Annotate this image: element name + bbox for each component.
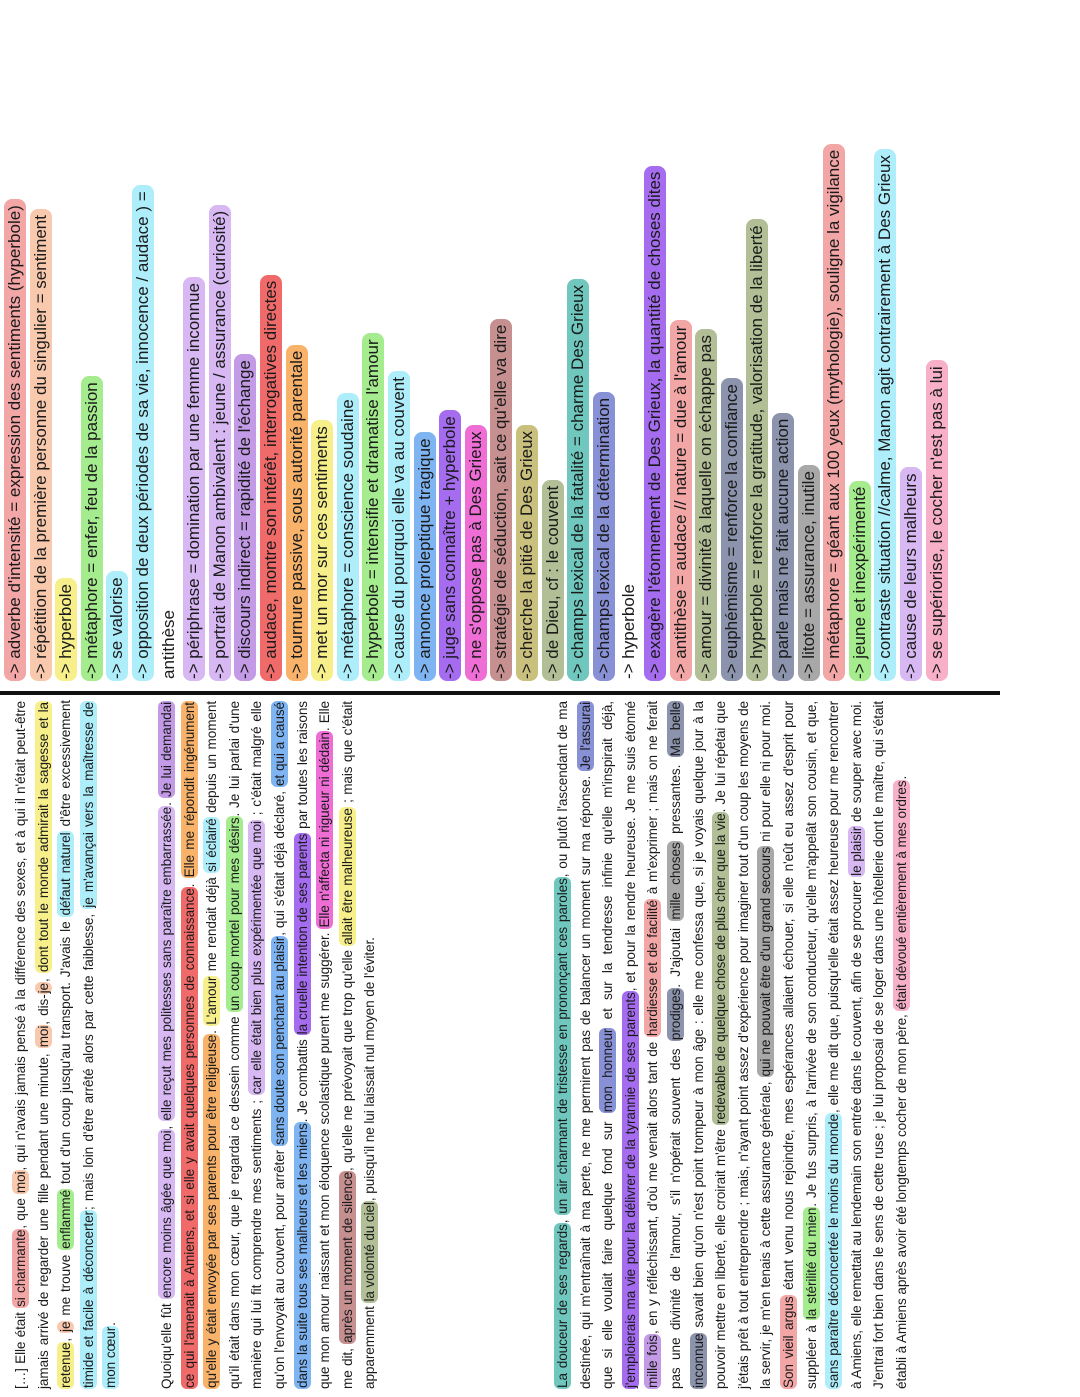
annotation-note: -> discours indirect = rapidité de l'échange	[234, 354, 256, 681]
text-run: , que	[13, 1194, 28, 1229]
text-run: .	[103, 1322, 119, 1326]
highlighted-phrase: défaut naturel	[58, 832, 74, 916]
annotation-note: -> jeune et inexpérimenté	[849, 481, 871, 681]
highlighted-phrase: après un moment de silence	[339, 1171, 355, 1343]
highlighted-phrase: allait être malheureuse	[339, 808, 355, 945]
column-divider	[0, 691, 1000, 695]
text-run: . Elle me dit,	[317, 701, 355, 1389]
highlighted-phrase: ce qui l'amenait à Amiens, et si elle y avait quelques personnes de connaissance	[181, 888, 197, 1388]
annotation-note: -> hyperbole	[55, 578, 77, 681]
text-run: .	[181, 878, 197, 888]
highlighted-phrase: la cruelle intention de ses parents	[294, 833, 310, 1035]
annotation-note: -> de Dieu, cf : le couvent	[542, 480, 564, 681]
paragraph-1	[10, 701, 123, 1389]
highlighted-phrase: et qui a causé dans la suite tous ses malheurs et les miens	[271, 702, 310, 1388]
text-run: , puisqu'il ne lui laissait nul moyen de l'éviter.	[362, 937, 378, 1202]
annotation-note: -> audace, montre son intérêt, interrogatives directes	[260, 275, 282, 681]
text-run: .	[159, 797, 174, 806]
annotation-note: -> tournure passive, sous autorité parentale	[286, 345, 308, 681]
annotation-note: -> métaphore = conscience soudaine	[337, 393, 359, 681]
text-run: étant venu nous rejoindre, mes espérances allaient échouer, si elle n'eût eu assez d'esprit pour suppléer à	[780, 701, 819, 1389]
highlighted-phrase: la stérilité du mien	[803, 1207, 819, 1320]
text-run: ,	[35, 973, 51, 982]
annotation-note: -> hyperbole = intensifie et dramatise l'amour	[362, 333, 384, 681]
text-run: me trouve	[58, 1249, 74, 1321]
annotation-note: -> exagère l'étonnement de Des Grieux, la quantité de choses dites	[644, 166, 666, 681]
highlighted-phrase: Elle n'affecta ni rigueur ni dédain	[317, 732, 333, 928]
annotation-note: -> cause du pourquoi elle va au couvent	[388, 371, 410, 681]
annotation-note: -> hyperbole	[619, 584, 639, 679]
highlighted-phrase: mon honneur	[600, 1028, 616, 1113]
highlighted-phrase: La douceur de ses regards	[555, 1224, 570, 1388]
highlighted-phrase: car elle était bien plus expérimentée que moi	[249, 821, 265, 1095]
highlighted-phrase: sans paraître déconcertée le moins du monde	[826, 1114, 842, 1388]
text-run: , qui n'avais jamais pensé à la différence des sexes, et à qui il n'était peut-être jamais arrivé de regarder une fille pendant une minute,	[13, 701, 51, 1389]
text-run: , dis-	[35, 994, 51, 1025]
annotation-note: -> cause de leurs malheurs	[900, 467, 922, 681]
text-run: ni pour elle ni pour moi.	[758, 701, 774, 846]
annotation-note: -> périphrase = domination par une femme inconnue	[183, 277, 205, 681]
annotation-note: -> se valorise	[106, 571, 128, 681]
text-run: . Je fus surpris, à l'arrivée de son conducteur, qu'elle m'appelât son cousin, et que,	[803, 701, 819, 1207]
text-run: ; c'était malgré elle qu'on l'envoyait au couvent, pour arrêter	[249, 701, 287, 1389]
highlighted-phrase: mille choses	[667, 842, 683, 920]
highlighted-phrase: elle reçut mes politesses sans paraître embarrassée	[159, 806, 174, 1121]
text-run: me rendait déjà	[204, 872, 220, 976]
text-run: , qu'elle ne prévoyait que trop qu'elle	[339, 945, 355, 1171]
annotation-note: -> métaphore = enfer, feu de la passion	[81, 376, 103, 681]
annotation-note: -> répétition de la première personne du singulier = sentiment	[30, 209, 52, 681]
annotation-note: antithèse	[158, 610, 178, 679]
text-run: , en y réfléchissant, d'où me venait alors tant de	[645, 1037, 661, 1335]
annotation-note: -> juge sans connaître + hyperbole	[439, 410, 461, 681]
annotation-note: -> hyperbole = renforce la gratitude, valorisation de la liberté	[746, 219, 768, 681]
highlighted-phrase: je m'avançai vers la maîtresse de mon cœur	[80, 701, 119, 1388]
paragraph-2	[156, 701, 382, 1389]
text-run: .	[893, 775, 909, 780]
highlighted-phrase: la volonté du ciel	[362, 1202, 378, 1302]
highlighted-phrase: je	[58, 1321, 74, 1332]
highlighted-phrase: si charmante	[13, 1229, 28, 1307]
annotation-note: -> métaphore = géant aux 100 yeux (mythologie), souligne la vigilance	[823, 144, 845, 681]
annotation-note: -> portrait de Manon ambivalent : jeune / assurance (curiosité)	[209, 205, 231, 681]
highlighted-phrase: un coup mortel pour mes désirs	[226, 817, 242, 1011]
annotation-note: -> antithèse = audace // nature = due à l'amour	[670, 320, 692, 681]
annotation-note: -> opposition de deux périodes de sa vie, innocence / audace ) =	[132, 185, 154, 681]
text-run: pressantes.	[667, 757, 683, 842]
highlighted-phrase: j'emploierais ma vie pour la délivrer de la tyrannie de ses parents	[622, 992, 638, 1388]
text-run: que si elle voulait faire quelque fond sur	[600, 1113, 616, 1389]
highlighted-phrase: enflammé	[58, 1189, 74, 1249]
text-run: , elle me dit que, puisqu'elle était assez heureuse pour me rencontrer à Amiens, elle remettait au lendemain son entrée dans le couvent, afin de se procurer	[826, 701, 864, 1389]
highlighted-phrase: je	[35, 982, 51, 994]
text-run: depuis un moment qu'il était dans mon cœur, que je regardai ce dessein comme	[204, 700, 242, 1389]
highlighted-phrase: qui ne pouvait être d'un grand secours	[758, 846, 774, 1077]
annotation-note: -> parle mais ne fait aucune action	[772, 413, 794, 681]
annotation-note: -> euphémisme = renforce la confiance	[721, 378, 743, 681]
text-run: tout d'un coup jusqu'au transport. J'avais le	[58, 916, 74, 1189]
text-run: savait bien qu'on n'est point trompeur à mon âge : elle me confessa que, si je voyais quelque jour à la pouvoir mettre en liberté, elle croirait m'être	[690, 701, 729, 1389]
highlighted-phrase: prodiges	[667, 988, 683, 1041]
annotation-note: -> champs lexical de la fatalité = charme Des Grieux	[567, 279, 589, 681]
highlighted-phrase: hardiesse et de facilité	[645, 899, 661, 1037]
highlighted-phrase: le plaisir	[848, 826, 864, 876]
text-run: , qui s'était déjà déclaré,	[271, 787, 287, 936]
highlighted-phrase: Elle me répondit ingénument qu'elle y était envoyée par ses parents pour être religieuse	[181, 702, 220, 1388]
highlighted-phrase: L'amour	[204, 976, 220, 1025]
highlighted-phrase: était dévoué entièrement à mes ordres	[893, 780, 909, 1010]
annotation-note: -> contraste situation //calme, Manon agit contrairement à Des Grieux	[874, 149, 896, 681]
annotation-note: -> amour = divinité à laquelle on échappe pas	[695, 329, 717, 681]
text-run: ; mais que c'était apparemment	[339, 701, 378, 1389]
highlighted-phrase: encore moins âgée que moi	[159, 1130, 174, 1299]
text-run: . Je lui parlai d'une manière qui lui fit comprendre mes sentiments ;	[226, 701, 265, 1389]
annotation-note: -> stratégie de séduction, sait ce qu'elle va dire	[490, 319, 512, 681]
text-run: . Je combattis	[294, 1035, 310, 1123]
text-run: . Je lui répétai que j'étais prêt à tout entreprendre ; mais, n'ayant point assez d'expérience pour imaginer tout d'un coup les moyens de la servir, je m'en tenais à cette assurance générale,	[713, 701, 774, 1389]
highlighted-phrase: Je l'assurai	[577, 702, 593, 770]
text-run: […] Elle était	[13, 1307, 28, 1389]
text-run: ; mais loin d'être arrêté alors par cette faiblesse,	[80, 908, 96, 1211]
annotation-note: -> annonce proleptique tragique	[414, 432, 436, 681]
text-run: Quoiqu'elle fût	[159, 1299, 174, 1389]
annotation-note: -> litote = assurance, inutile	[798, 465, 820, 681]
text-run: .	[204, 1025, 220, 1034]
text-run: ,	[58, 1332, 74, 1342]
text-run: , ou plutôt l'ascendant de ma destinée, qui m'entraînait à ma perte, ne me permirent pas de balancer un moment sur ma réponse.	[555, 701, 593, 1389]
text-run: à m'exprimer ; mais on ne ferait pas une divinité de l'amour, s'il n'opérait souvent des	[645, 701, 683, 1389]
highlighted-phrase: un air charmant de tristesse en prononçant ces paroles	[555, 878, 570, 1214]
highlighted-phrase: timide et facile à déconcerter	[80, 1211, 96, 1388]
highlighted-phrase: Je lui demandai	[159, 701, 174, 797]
highlighted-phrase: mille fois	[645, 1335, 661, 1388]
highlighted-phrase: si éclairé	[204, 818, 220, 872]
highlighted-phrase: Ma belle inconnue	[667, 702, 706, 1388]
highlighted-phrase: dont tout le monde admirait la sagesse et la retenue	[35, 701, 74, 1388]
highlighted-phrase: moi	[13, 1171, 28, 1194]
text-run: ,	[555, 1214, 570, 1224]
text-run: de souper avec moi. J'entrai fort bien dans le sens de cette ruse ; je lui proposai de se loger dans une hôtellerie dont le maître, qui s'était établi à Amiens après avoir été longtemps cocher de mon père,	[848, 700, 909, 1389]
text-run: et sur la tendresse infinie qu'elle m'inspirait déjà,	[600, 701, 616, 1028]
annotation-note: -> ne s'oppose pas à Des Grieux	[465, 425, 487, 681]
highlighted-phrase: moi	[35, 1025, 51, 1048]
text-run: par toutes les raisons que mon amour naissant et mon éloquence scolastique purent me suggérer.	[294, 700, 333, 1389]
highlighted-phrase: sans doute son penchant au plaisir	[271, 936, 287, 1145]
highlighted-phrase: Son vieil argus	[780, 1296, 796, 1388]
highlighted-phrase: redevable de quelque chose de plus cher que la vie	[713, 813, 729, 1125]
text-run: ,	[159, 1121, 174, 1130]
annotation-note: -> se supériorise, le cocher n'est pas à lui	[926, 360, 948, 681]
text-run: , et pour la rendre heureuse. Je me suis étonné	[622, 701, 638, 992]
text-run: d'être excessivement	[58, 700, 74, 832]
annotation-note: -> cherche la pitié de Des Grieux	[516, 425, 538, 681]
paragraph-3	[552, 701, 914, 1389]
annotation-note: -> met un mor sur ces sentiments	[311, 420, 333, 681]
text-run: . J'ajoutai	[667, 920, 683, 988]
annotation-note: -> champs lexical de la détermination	[593, 392, 615, 681]
annotation-note: -> adverbe d'intensité = expression des sentiments (hyperbole)	[4, 199, 26, 681]
